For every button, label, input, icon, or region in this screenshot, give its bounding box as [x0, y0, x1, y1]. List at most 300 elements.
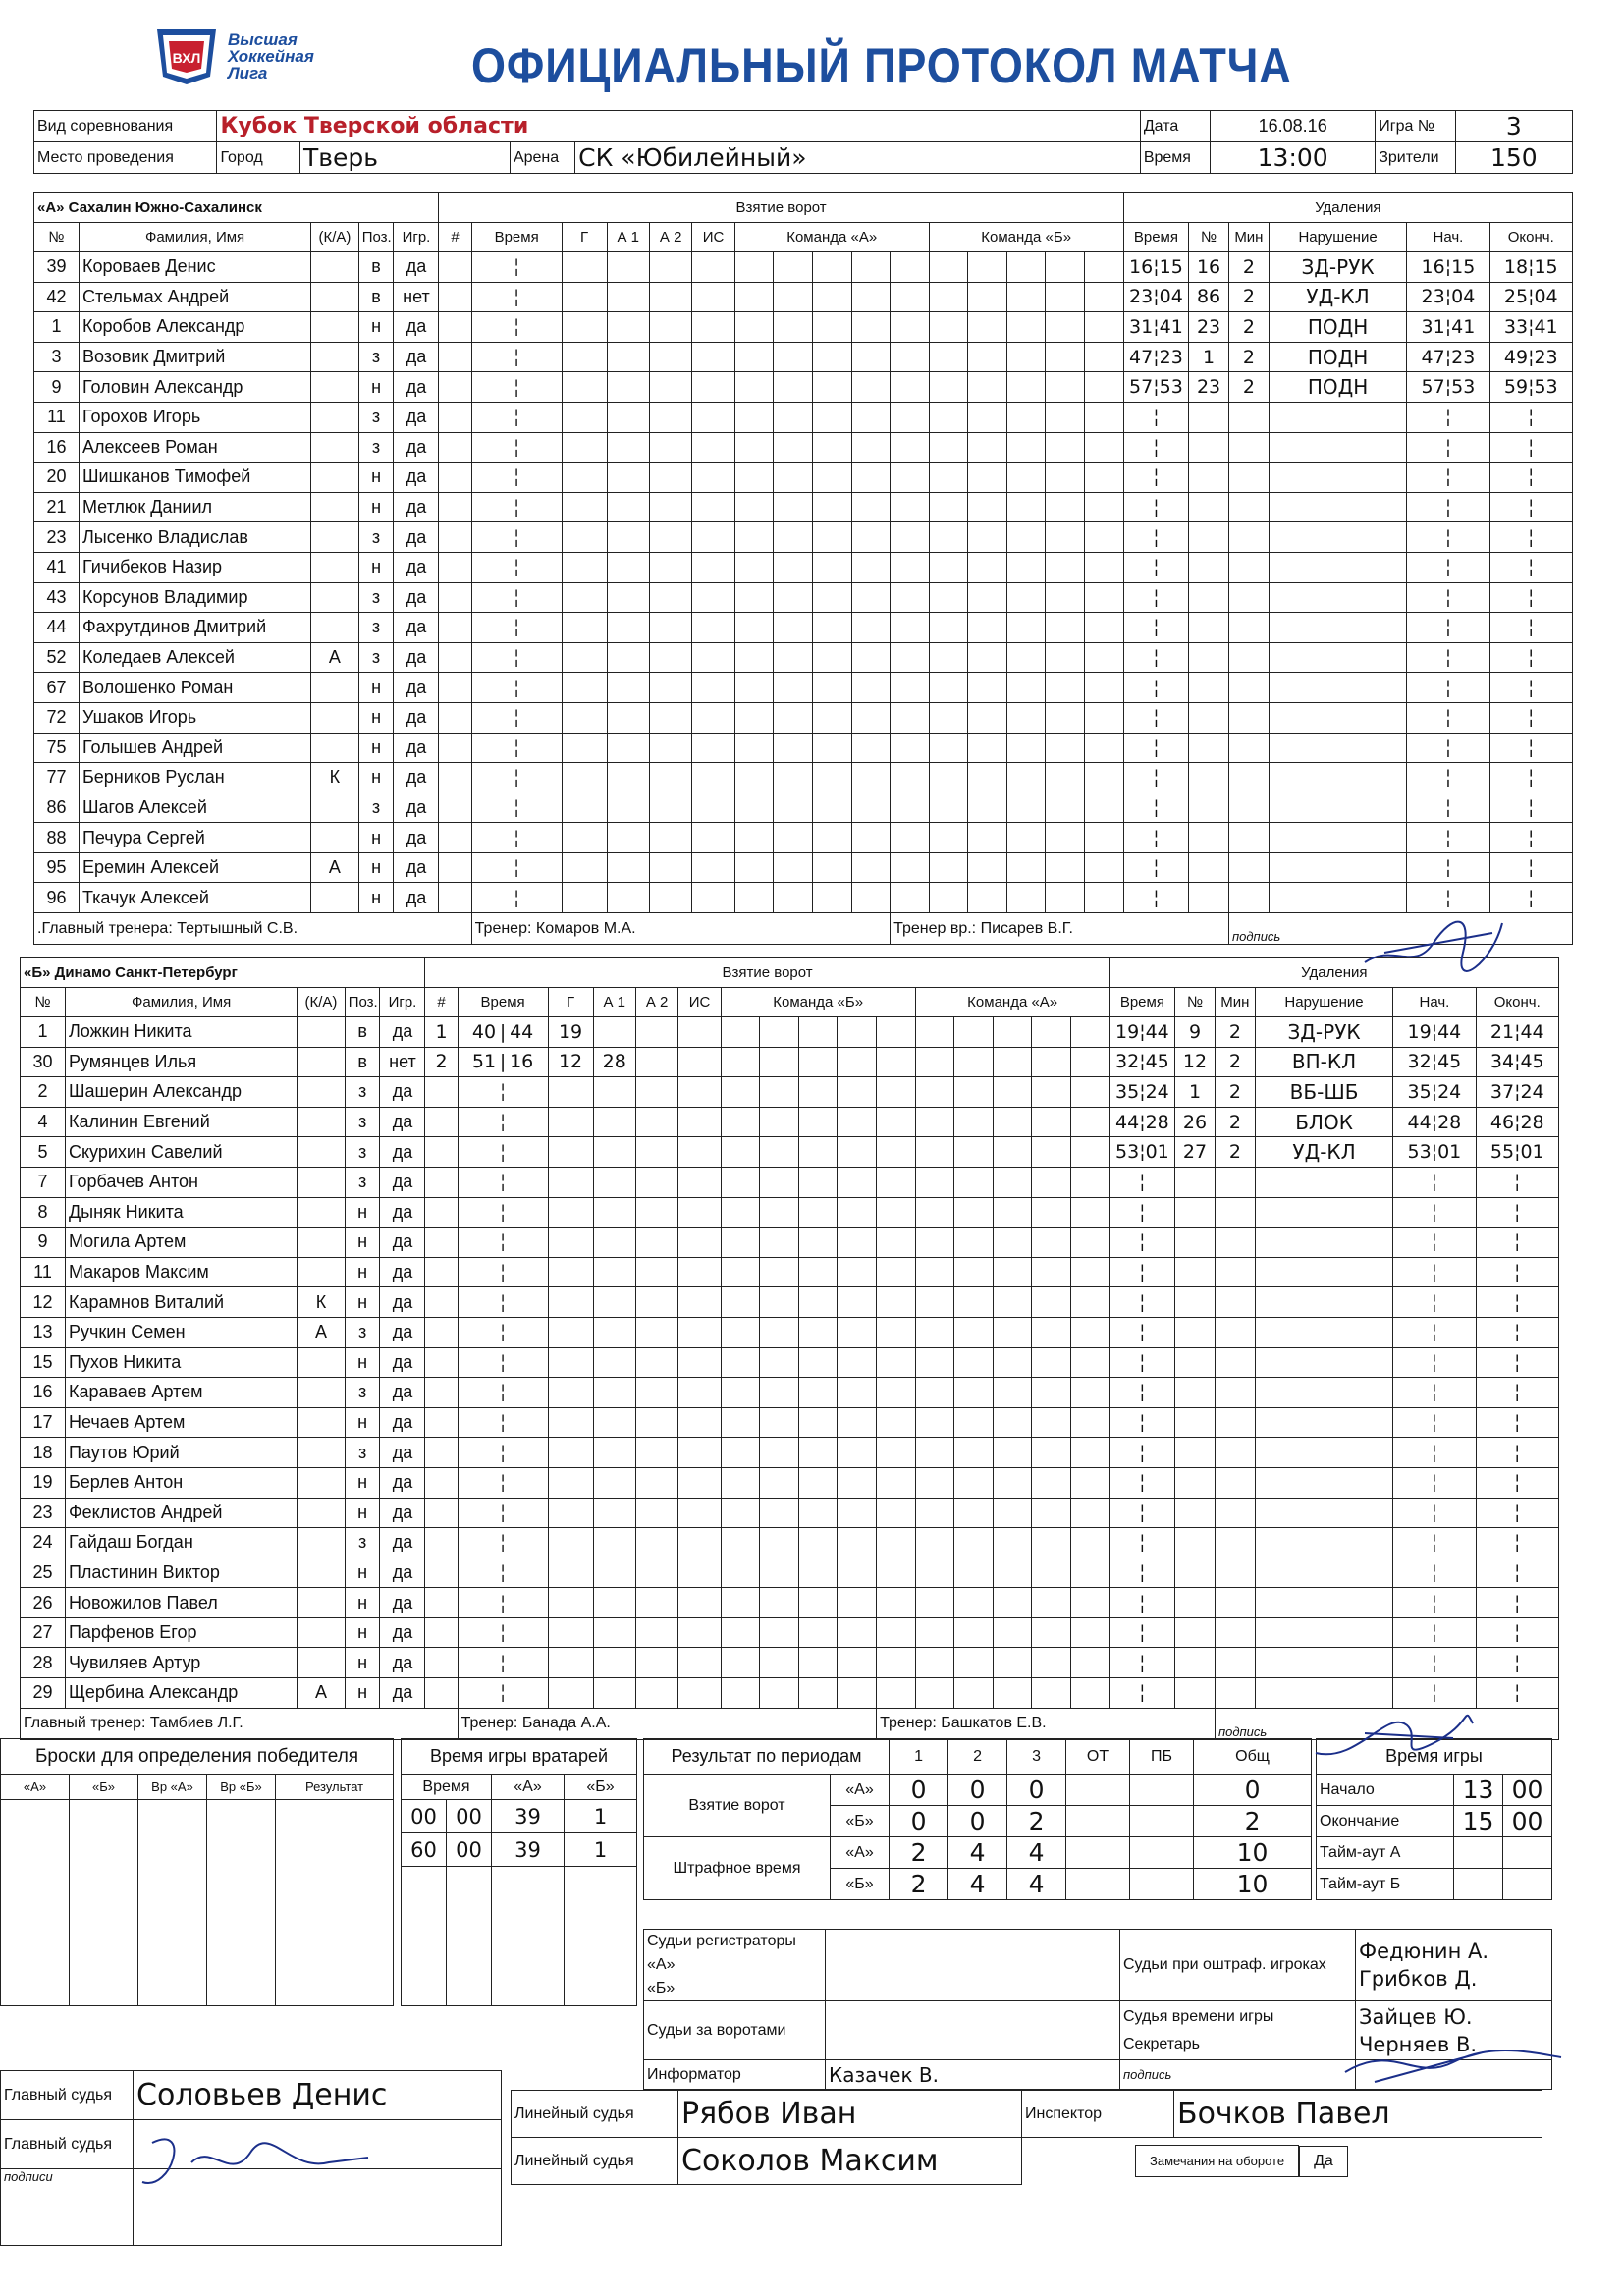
player-number: 15 — [21, 1347, 66, 1378]
player-number: 23 — [34, 522, 80, 553]
periods-title: Результат по периодам — [644, 1739, 890, 1775]
player-played: нет — [380, 1047, 425, 1077]
penalty-minutes: 2 — [1215, 1077, 1255, 1108]
player-position: н — [345, 1617, 380, 1648]
player-position: н — [358, 733, 394, 763]
player-role — [298, 1347, 346, 1378]
col-pen-start: Нач. — [1407, 223, 1489, 252]
player-name: Стельмах Андрей — [79, 282, 310, 312]
spectators: 150 — [1455, 142, 1572, 174]
goalie-time-title: Время игры вратарей — [402, 1739, 637, 1775]
period-so: ПБ — [1130, 1739, 1194, 1775]
player-name: Ушаков Игорь — [79, 702, 310, 733]
goalie-row-sec: 00 — [447, 1800, 492, 1833]
col-pen-min: Мин — [1215, 988, 1255, 1017]
player-role — [311, 402, 359, 432]
player-number: 39 — [34, 252, 80, 283]
goal-is — [678, 1017, 721, 1048]
player-name: Метлюк Даниил — [79, 492, 310, 522]
player-position: з — [345, 1528, 380, 1558]
start-label: Начало — [1317, 1775, 1454, 1806]
remarks-label: Замечания на обороте — [1135, 2145, 1299, 2177]
linesman-label: Линейный судья — [512, 2091, 678, 2138]
player-position: н — [358, 372, 394, 403]
player-row: 39 Короваев Денис в да ¦ 16¦15 16 2 ЗД-РУК 16¦15 18¦15 — [34, 252, 1573, 283]
player-position: з — [358, 402, 394, 432]
player-played: да — [394, 372, 439, 403]
penalty-type: ПОДН — [1269, 342, 1406, 372]
player-name: Парфенов Егор — [65, 1617, 297, 1648]
penalty-start: 32¦45 — [1393, 1047, 1476, 1077]
penalty-minutes: 2 — [1215, 1017, 1255, 1048]
player-position: з — [358, 613, 394, 643]
goals-header: Взятие ворот — [425, 958, 1109, 988]
player-position: н — [345, 1257, 380, 1287]
player-row: 9 Могила Артем н да ¦ ¦ ¦ ¦ — [21, 1228, 1559, 1258]
player-number: 75 — [34, 733, 80, 763]
player-played: да — [380, 1558, 425, 1588]
penalty-player: 1 — [1189, 342, 1229, 372]
player-name: Лысенко Владислав — [79, 522, 310, 553]
player-number: 3 — [34, 342, 80, 372]
player-position: н — [345, 1648, 380, 1678]
pen-cell: 2 — [890, 1869, 948, 1900]
player-row: 28 Чувиляев Артур н да ¦ ¦ ¦ ¦ — [21, 1648, 1559, 1678]
shootout-vrb: Вр «Б» — [207, 1775, 276, 1800]
player-played: да — [394, 432, 439, 463]
player-role — [298, 1167, 346, 1197]
col-team-own: Команда «А» — [734, 223, 929, 252]
score-cell — [1130, 1806, 1194, 1837]
signature-team-a — [1355, 903, 1512, 982]
shootout-result: Результат — [276, 1775, 394, 1800]
player-number: 9 — [34, 372, 80, 403]
pen-cell — [1130, 1837, 1194, 1869]
player-position: з — [345, 1167, 380, 1197]
player-position: н — [358, 673, 394, 703]
player-role — [298, 1077, 346, 1108]
col-pen-type: Нарушение — [1269, 223, 1406, 252]
player-name: Чувиляев Артур — [65, 1648, 297, 1678]
team_a-roster-table — [33, 192, 1573, 945]
player-role — [298, 1228, 346, 1258]
player-name: Берников Руслан — [79, 763, 310, 793]
penalty-start: 53¦01 — [1393, 1137, 1476, 1168]
start-hour: 13 — [1454, 1775, 1503, 1806]
col-goal-time: Время — [471, 223, 562, 252]
player-row: 41 Гичибеков Назир н да ¦ ¦ ¦ ¦ — [34, 552, 1573, 582]
player-role — [298, 1467, 346, 1498]
goalie-time-label: Время — [402, 1775, 492, 1800]
penalty-minutes: 2 — [1228, 342, 1269, 372]
col-pos: Поз. — [345, 988, 380, 1017]
game-label: Игра № — [1376, 111, 1456, 142]
penalty-type: УД-КЛ — [1269, 282, 1406, 312]
player-name: Короваев Денис — [79, 252, 310, 283]
player-played: да — [394, 613, 439, 643]
col-goal-num: # — [439, 223, 471, 252]
player-played: да — [394, 552, 439, 582]
player-row: 20 Шишканов Тимофей н да ¦ ¦ ¦ ¦ — [34, 463, 1573, 493]
player-position: в — [358, 252, 394, 283]
team-b-section — [20, 957, 1559, 1740]
player-row: 3 Возовик Дмитрий з да ¦ 47¦23 1 2 ПОДН 47¦23 49¦23 — [34, 342, 1573, 372]
informer: Казачек В. — [826, 2060, 1120, 2090]
col-team-other: Команда «Б» — [929, 223, 1123, 252]
player-number: 16 — [34, 432, 80, 463]
player-number: 9 — [21, 1228, 66, 1258]
match-info — [33, 110, 1573, 174]
sign-label: подпись — [1228, 913, 1572, 945]
player-position: н — [358, 312, 394, 343]
col-played: Игр. — [394, 223, 439, 252]
penbox-judges: Федюнин А. Грибков Д. — [1356, 1930, 1552, 2001]
penalty-minutes: 2 — [1215, 1107, 1255, 1137]
player-name: Ручкин Семен — [65, 1317, 297, 1347]
player-name: Калинин Евгений — [65, 1107, 297, 1137]
player-position: н — [358, 852, 394, 883]
player-position: н — [345, 1347, 380, 1378]
player-row: 13 Ручкин Семен А з да ¦ ¦ ¦ ¦ — [21, 1317, 1559, 1347]
score-cell: 0 — [948, 1775, 1007, 1806]
player-role — [311, 432, 359, 463]
penalty-minutes: 2 — [1228, 312, 1269, 343]
player-number: 96 — [34, 883, 80, 913]
pen-cell — [1066, 1869, 1130, 1900]
referee-1: Соловьев Денис — [134, 2071, 502, 2120]
player-position: н — [345, 1558, 380, 1588]
player-number: 72 — [34, 702, 80, 733]
player-role — [311, 733, 359, 763]
player-played: да — [394, 492, 439, 522]
player-name: Шишканов Тимофей — [79, 463, 310, 493]
penalty-player: 9 — [1175, 1017, 1216, 1048]
player-name: Могила Артем — [65, 1228, 297, 1258]
player-role — [311, 552, 359, 582]
col-is: ИС — [692, 223, 734, 252]
goal-time: 51 | 16 — [458, 1047, 548, 1077]
penalty-time: 23¦04 — [1123, 282, 1188, 312]
player-played: да — [394, 852, 439, 883]
pen-cell: 4 — [1007, 1837, 1066, 1869]
player-number: 88 — [34, 823, 80, 853]
col-pen-num: № — [1175, 988, 1216, 1017]
penalty-type: БЛОК — [1255, 1107, 1392, 1137]
score-cell — [1066, 1775, 1130, 1806]
player-role — [298, 1257, 346, 1287]
player-played: да — [394, 402, 439, 432]
penalty-start: 19¦44 — [1393, 1017, 1476, 1048]
timekeeper-labels: Судья времени игры Секретарь — [1120, 2001, 1356, 2060]
penalty-player: 86 — [1189, 282, 1229, 312]
player-name: Щербина Александр — [65, 1678, 297, 1709]
pen-cell — [1130, 1869, 1194, 1900]
col-num: № — [34, 223, 80, 252]
player-position: н — [345, 1588, 380, 1618]
player-number: 11 — [21, 1257, 66, 1287]
pen-cell: 4 — [948, 1869, 1007, 1900]
player-role — [298, 1498, 346, 1528]
penalty-start: 44¦28 — [1393, 1107, 1476, 1137]
player-row: 1 Коробов Александр н да ¦ 31¦41 23 2 ПОДН 31¦41 33¦41 — [34, 312, 1573, 343]
player-role: А — [311, 642, 359, 673]
player-role — [311, 372, 359, 403]
player-role — [311, 673, 359, 703]
player-position: в — [358, 282, 394, 312]
timekeeper-names: Зайцев Ю. Черняев В. — [1356, 2001, 1552, 2060]
signs-label: подписи — [1, 2169, 134, 2246]
player-number: 1 — [34, 312, 80, 343]
penalty-type: ПОДН — [1269, 312, 1406, 343]
player-played: да — [394, 463, 439, 493]
penalty-start: 16¦15 — [1407, 252, 1489, 283]
score-total: 0 — [1194, 1775, 1312, 1806]
team-title: «А» Сахалин Южно-Сахалинск — [34, 193, 439, 223]
player-played: да — [394, 582, 439, 613]
player-role — [311, 463, 359, 493]
player-role — [298, 1438, 346, 1468]
player-position: н — [345, 1197, 380, 1228]
player-role — [298, 1047, 346, 1077]
penalty-end: 33¦41 — [1489, 312, 1572, 343]
goal-assist-2 — [635, 1017, 677, 1048]
period-2: 2 — [948, 1739, 1007, 1775]
penalty-minutes: 2 — [1228, 252, 1269, 283]
player-row: 12 Карамнов Виталий К н да ¦ ¦ ¦ ¦ — [21, 1287, 1559, 1318]
player-played: да — [380, 1407, 425, 1438]
player-number: 77 — [34, 763, 80, 793]
goalie-row-b: 1 — [565, 1833, 637, 1867]
goal-assist-2 — [635, 1047, 677, 1077]
penalty-time: 35¦24 — [1109, 1077, 1174, 1108]
goalie-b-label: «Б» — [565, 1775, 637, 1800]
player-number: 5 — [21, 1137, 66, 1168]
penalty-player: 12 — [1175, 1047, 1216, 1077]
col-ka: (К/А) — [311, 223, 359, 252]
penalty-type: УД-КЛ — [1255, 1137, 1392, 1168]
player-role — [311, 793, 359, 823]
player-played: да — [380, 1528, 425, 1558]
player-name: Скурихин Савелий — [65, 1137, 297, 1168]
player-role: К — [298, 1287, 346, 1318]
player-played: да — [380, 1107, 425, 1137]
player-played: да — [394, 252, 439, 283]
player-name: Дыняк Никита — [65, 1197, 297, 1228]
player-name: Возовик Дмитрий — [79, 342, 310, 372]
player-row: 24 Гайдаш Богдан з да ¦ ¦ ¦ ¦ — [21, 1528, 1559, 1558]
player-position: з — [358, 642, 394, 673]
player-row: 44 Фахрутдинов Дмитрий з да ¦ ¦ ¦ ¦ — [34, 613, 1573, 643]
col-is: ИС — [678, 988, 721, 1017]
penalty-player: 23 — [1189, 372, 1229, 403]
player-row: 9 Головин Александр н да ¦ 57¦53 23 2 ПОДН 57¦53 59¦53 — [34, 372, 1573, 403]
goalie-row-a: 39 — [492, 1800, 565, 1833]
shootout-table — [0, 1738, 394, 2006]
player-name: Головин Александр — [79, 372, 310, 403]
goal-assist-1: 28 — [593, 1047, 635, 1077]
svg-text:ВХЛ: ВХЛ — [172, 50, 201, 66]
player-position: з — [345, 1378, 380, 1408]
player-number: 29 — [21, 1678, 66, 1709]
penalty-type: ВП-КЛ — [1255, 1047, 1392, 1077]
remarks-value: Да — [1299, 2146, 1348, 2177]
player-played: да — [380, 1017, 425, 1048]
player-name: Коробов Александр — [79, 312, 310, 343]
col-goal-scorer: Г — [548, 988, 593, 1017]
penalty-start: 31¦41 — [1407, 312, 1489, 343]
player-number: 67 — [34, 673, 80, 703]
penalty-type: ЗД-РУК — [1269, 252, 1406, 283]
shootout-b: «Б» — [70, 1775, 138, 1800]
goalie-row-min: 00 — [402, 1800, 447, 1833]
period-ot: ОТ — [1066, 1739, 1130, 1775]
row-b: «Б» — [831, 1806, 890, 1837]
col-pen-end: Оконч. — [1476, 988, 1558, 1017]
player-number: 16 — [21, 1378, 66, 1408]
player-position: н — [345, 1228, 380, 1258]
col-num: № — [21, 988, 66, 1017]
start-minute: 00 — [1503, 1775, 1552, 1806]
player-row: 77 Берников Руслан К н да ¦ ¦ ¦ ¦ — [34, 763, 1573, 793]
goal-number: 1 — [425, 1017, 458, 1048]
player-played: да — [380, 1287, 425, 1318]
player-number: 26 — [21, 1588, 66, 1618]
end-hour: 15 — [1454, 1806, 1503, 1837]
head-coach: .Главный тренера: Тертышный С.В. — [34, 913, 472, 945]
col-name: Фамилия, Имя — [79, 223, 310, 252]
col-assist-1: А 1 — [607, 223, 649, 252]
player-number: 25 — [21, 1558, 66, 1588]
player-name: Пухов Никита — [65, 1347, 297, 1378]
penalty-start: 57¦53 — [1407, 372, 1489, 403]
sign-label: подпись — [1215, 1708, 1558, 1739]
player-number: 20 — [34, 463, 80, 493]
penalty-time-label: Штрафное время — [644, 1837, 831, 1900]
penalty-end: 49¦23 — [1489, 342, 1572, 372]
player-name: Гичибеков Назир — [79, 552, 310, 582]
coach: Тренер: Комаров М.А. — [471, 913, 890, 945]
player-role — [311, 282, 359, 312]
penalty-time: 32¦45 — [1109, 1047, 1174, 1077]
col-goal-num: # — [425, 988, 458, 1017]
competition: Кубок Тверской области — [217, 111, 1140, 142]
player-role — [298, 1378, 346, 1408]
player-row: 16 Алексеев Роман з да ¦ ¦ ¦ ¦ — [34, 432, 1573, 463]
player-position: в — [345, 1017, 380, 1048]
col-pen-num: № — [1189, 223, 1229, 252]
player-row: 23 Феклистов Андрей н да ¦ ¦ ¦ ¦ — [21, 1498, 1559, 1528]
player-position: н — [358, 492, 394, 522]
player-position: н — [345, 1678, 380, 1709]
inspector-label: Инспектор — [1022, 2091, 1174, 2138]
period-total: Общ — [1194, 1739, 1312, 1775]
goalie-row-sec: 00 — [447, 1833, 492, 1867]
player-row: 27 Парфенов Егор н да ¦ ¦ ¦ ¦ — [21, 1617, 1559, 1648]
player-row: 29 Щербина Александр А н да ¦ ¦ ¦ ¦ — [21, 1678, 1559, 1709]
inspector: Бочков Павел — [1174, 2091, 1542, 2138]
col-pen-start: Нач. — [1393, 988, 1476, 1017]
player-name: Берлев Антон — [65, 1467, 297, 1498]
player-number: 7 — [21, 1167, 66, 1197]
arena-label: Арена — [510, 142, 574, 174]
player-row — [21, 1017, 1559, 1048]
penalty-player: 1 — [1175, 1077, 1216, 1108]
timeout-b-label: Тайм-аут Б — [1317, 1869, 1454, 1900]
player-position: в — [345, 1047, 380, 1077]
player-name: Горбачев Антон — [65, 1167, 297, 1197]
player-played: да — [380, 1617, 425, 1648]
player-position: з — [358, 432, 394, 463]
player-row: 7 Горбачев Антон з да ¦ ¦ ¦ ¦ — [21, 1167, 1559, 1197]
player-number: 13 — [21, 1317, 66, 1347]
penalty-start: 23¦04 — [1407, 282, 1489, 312]
time-label: Время — [1140, 142, 1210, 174]
goal-assist-1 — [593, 1017, 635, 1048]
city-label: Город — [217, 142, 300, 174]
player-position: з — [358, 522, 394, 553]
player-role — [311, 823, 359, 853]
game-time-title: Время игры — [1317, 1739, 1552, 1775]
player-number: 19 — [21, 1467, 66, 1498]
player-played: да — [380, 1498, 425, 1528]
goal-judges-label: Судьи за воротами — [644, 2001, 826, 2060]
col-pen-min: Мин — [1228, 223, 1269, 252]
player-name: Ложкин Никита — [65, 1017, 297, 1048]
player-position: н — [358, 702, 394, 733]
player-number: 18 — [21, 1438, 66, 1468]
shootout-a: «А» — [1, 1775, 70, 1800]
player-number: 11 — [34, 402, 80, 432]
penalty-player: 16 — [1189, 252, 1229, 283]
goalie-row-a: 39 — [492, 1833, 565, 1867]
penalty-player: 27 — [1175, 1137, 1216, 1168]
player-role — [298, 1107, 346, 1137]
player-role — [298, 1558, 346, 1588]
penalty-type: ВБ-ШБ — [1255, 1077, 1392, 1108]
score-cell — [1066, 1806, 1130, 1837]
score-cell — [1130, 1775, 1194, 1806]
penalty-end: 55¦01 — [1476, 1137, 1558, 1168]
player-row: 8 Дыняк Никита н да ¦ ¦ ¦ ¦ — [21, 1197, 1559, 1228]
score-cell: 0 — [948, 1806, 1007, 1837]
player-name: Еремин Алексей — [79, 852, 310, 883]
player-row: 19 Берлев Антон н да ¦ ¦ ¦ ¦ — [21, 1467, 1559, 1498]
player-name: Гайдаш Богдан — [65, 1528, 297, 1558]
penalty-end: 25¦04 — [1489, 282, 1572, 312]
player-role — [311, 342, 359, 372]
player-number: 8 — [21, 1197, 66, 1228]
player-row: 25 Пластинин Виктор н да ¦ ¦ ¦ ¦ — [21, 1558, 1559, 1588]
player-row: 72 Ушаков Игорь н да ¦ ¦ ¦ ¦ — [34, 702, 1573, 733]
player-played: да — [380, 1167, 425, 1197]
player-position: н — [358, 552, 394, 582]
player-position: з — [358, 582, 394, 613]
player-row: 96 Ткачук Алексей н да ¦ ¦ ¦ ¦ — [34, 883, 1573, 913]
player-name: Голышев Андрей — [79, 733, 310, 763]
venue-label: Место проведения — [34, 142, 217, 174]
league-logo — [147, 27, 226, 86]
col-team-other: Команда «А» — [915, 988, 1109, 1017]
player-position: з — [345, 1438, 380, 1468]
player-position: н — [345, 1407, 380, 1438]
player-row: 95 Еремин Алексей А н да ¦ ¦ ¦ ¦ — [34, 852, 1573, 883]
player-role — [311, 613, 359, 643]
player-row: 18 Паутов Юрий з да ¦ ¦ ¦ ¦ — [21, 1438, 1559, 1468]
player-number: 24 — [21, 1528, 66, 1558]
player-name: Карамнов Виталий — [65, 1287, 297, 1318]
col-team-own: Команда «Б» — [721, 988, 915, 1017]
date-label: Дата — [1140, 111, 1210, 142]
